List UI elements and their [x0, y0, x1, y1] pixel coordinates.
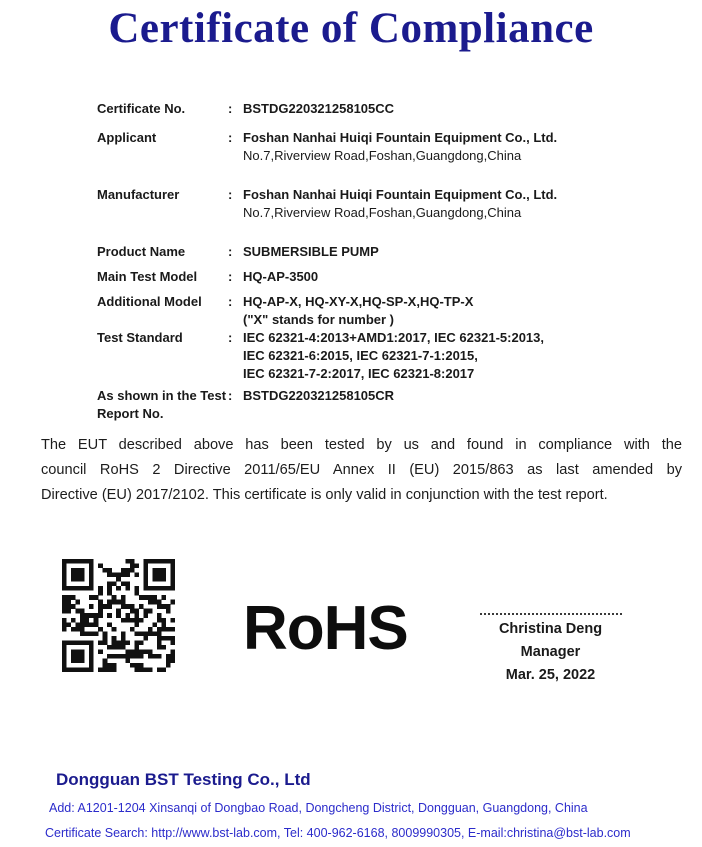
certificate-fields [97, 92, 627, 423]
statement-line: Directive (EU) 2017/2102. This certificate is only valid in conjunction with the test report. [41, 487, 608, 503]
issue-date: Mar. 25, 2022 [505, 667, 596, 683]
compliance-statement [41, 433, 682, 508]
field-label: Main Test Model [97, 269, 198, 284]
signature-dotted-line [480, 603, 622, 615]
field-label: Product Name [97, 244, 186, 259]
rohs-mark: RoHS [243, 594, 408, 663]
lab-company-name: Dongguan BST Testing Co., Ltd [56, 770, 311, 789]
field-separator: : [228, 244, 233, 259]
field-row-certificate-no [97, 100, 627, 118]
statement-line: The EUT described above has been tested by us and found in compliance with the [41, 437, 682, 453]
applicant-name: Foshan Nanhai Huiqi Fountain Equipment Co., Ltd. [243, 130, 558, 145]
statement-line: council RoHS 2 Directive 2011/65/EU Annex II (EU) 2015/863 as last amended by [41, 462, 682, 478]
signature-block [458, 603, 643, 683]
field-separator: : [228, 294, 233, 309]
field-separator: : [228, 269, 233, 284]
certificate-title: Certificate of Compliance [108, 5, 594, 52]
field-row-applicant [97, 129, 627, 165]
field-label: Manufacturer [97, 187, 180, 202]
field-separator: : [228, 101, 233, 116]
signer-role: Manager [520, 644, 581, 660]
certificate-number: BSTDG220321258105CC [243, 101, 395, 116]
field-row-main-test-model [97, 268, 627, 286]
applicant-address: No.7,Riverview Road,Foshan,Guangdong,China [243, 148, 522, 163]
test-standard-line: IEC 62321-7-2:2017, IEC 62321-8:2017 [243, 366, 475, 381]
additional-models: HQ-AP-X, HQ-XY-X,HQ-SP-X,HQ-TP-X [243, 294, 474, 309]
field-label: Certificate No. [97, 101, 186, 116]
field-row-additional-model [97, 293, 627, 329]
manufacturer-name: Foshan Nanhai Huiqi Fountain Equipment Co., Ltd. [243, 187, 558, 202]
field-label: As shown in the Test Report No. [97, 388, 227, 421]
field-separator: : [228, 130, 233, 145]
field-row-test-report-no [97, 387, 627, 423]
manufacturer-address: No.7,Riverview Road,Foshan,Guangdong,China [243, 205, 522, 220]
product-name: SUBMERSIBLE PUMP [243, 244, 379, 259]
field-row-product-name [97, 243, 627, 261]
main-test-model: HQ-AP-3500 [243, 269, 319, 284]
additional-models-note: ("X" stands for number ) [243, 312, 395, 327]
test-report-number: BSTDG220321258105CR [243, 388, 395, 403]
field-row-manufacturer [97, 186, 627, 222]
signer-name: Christina Deng [498, 621, 603, 637]
field-label: Applicant [97, 130, 157, 145]
test-standard-line: IEC 62321-6:2015, IEC 62321-7-1:2015, [243, 348, 478, 363]
field-row-test-standard [97, 329, 627, 383]
lab-address: Add: A1201-1204 Xinsanqi of Dongbao Road, Dongcheng District, Dongguan, Guangdong, China [49, 801, 588, 815]
field-label: Test Standard [97, 330, 183, 345]
field-label: Additional Model [97, 294, 202, 309]
lab-contact-line: Certificate Search: http://www.bst-lab.com, Tel: 400-962-6168, 8009990305, E-mail:christina@bst-lab.com [45, 826, 631, 840]
field-separator: : [228, 187, 233, 202]
qr-code [62, 559, 175, 672]
field-separator: : [228, 388, 233, 403]
field-separator: : [228, 330, 233, 345]
test-standard-line: IEC 62321-4:2013+AMD1:2017, IEC 62321-5:2013, [243, 330, 544, 345]
